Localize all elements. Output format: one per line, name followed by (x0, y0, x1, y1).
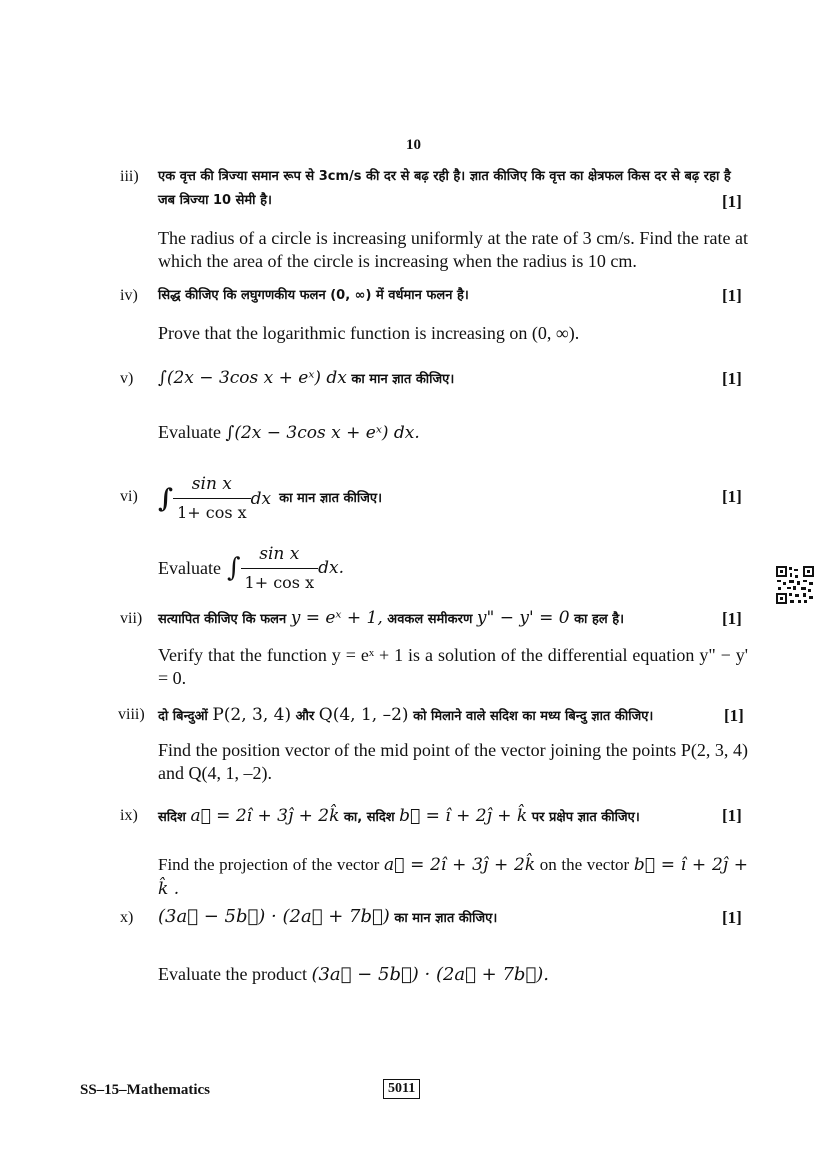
question-number: viii) (118, 706, 145, 723)
math-expression: y = eˣ + 1, (290, 608, 383, 628)
integral-sign: ∫ (226, 553, 241, 583)
english-prefix: Evaluate (158, 558, 221, 578)
question-hindi (158, 804, 640, 830)
fraction (173, 472, 251, 525)
question-hindi (158, 472, 382, 525)
differential: dx. (318, 558, 344, 578)
question-english (158, 963, 748, 986)
question-number: vi) (120, 488, 138, 505)
english-text: Find the projection of the vector (158, 855, 380, 874)
hindi-text: दो बिन्दुओं (158, 709, 208, 724)
integral-expression: ∫(2x − 3cos x + eˣ) dx. (225, 423, 420, 443)
integral-expression: ∫(2x − 3cos x + eˣ) dx (158, 368, 347, 388)
question-english: Prove that the logarithmic function is increasing on (0, ∞). (158, 323, 580, 343)
question-number: x) (120, 909, 134, 926)
question-number: v) (120, 370, 134, 387)
vector-a: a⃗ = 2î + 3ĵ + 2k̂ (383, 855, 536, 875)
question-marks: [1] (722, 286, 742, 305)
hindi-text: का, सदिश (343, 810, 395, 825)
differential: dx (250, 488, 272, 509)
page-number: 10 (406, 137, 421, 153)
question-english: Find the position vector of the mid point of the vector joining the points P(2, 3, 4) and Q(4, 1, –2). (158, 740, 748, 783)
hindi-text: अवकल समीकरण (387, 612, 473, 627)
question-hindi (158, 606, 624, 632)
vector-a: a⃗ = 2î + 3ĵ + 2k̂ (190, 806, 340, 826)
question-number: vii) (120, 610, 143, 627)
question-marks: [1] (722, 609, 742, 628)
question-number: ix) (120, 807, 138, 824)
hindi-text: सत्यापित कीजिए कि फलन (158, 612, 287, 627)
english-text: on the vector (539, 855, 630, 874)
hindi-text: पर प्रक्षेप ज्ञात कीजिए। (531, 810, 640, 825)
question-marks: [1] (724, 706, 744, 725)
vector-b: b⃗ = î + 2ĵ + k̂ . (158, 855, 749, 899)
english-prefix: Evaluate (158, 422, 221, 442)
integral-sign: ∫ (158, 483, 174, 514)
fraction-denominator: 1+ cos x (244, 573, 315, 592)
question-marks: [1] (722, 806, 742, 825)
hindi-suffix: का मान ज्ञात कीजिए। (351, 372, 455, 387)
question-english (158, 853, 748, 901)
question-marks: [1] (722, 487, 742, 506)
hindi-text: और (295, 709, 315, 724)
question-english: Verify that the function y = eˣ + 1 is a solution of the differential equation y" − y' = 0. (158, 645, 748, 688)
question-english (158, 543, 748, 594)
question-hindi (158, 905, 497, 931)
hindi-text: सदिश (158, 810, 186, 825)
question-marks: [1] (722, 369, 742, 388)
question-hindi: एक वृत्त की त्रिज्या समान रूप से 3cm/s की दर से बढ़ रही है। ज्ञात कीजिए कि वृत्त का क्षेत्रफल किस दर से बढ़ रहा है जब त्रिज्या 10 सेमी है। (158, 169, 731, 208)
footer-subject: SS–15–Mathematics (80, 1082, 210, 1098)
hindi-suffix: का मान ज्ञात कीजिए। (279, 490, 383, 506)
math-expression: y" − y' = 0 (476, 608, 570, 628)
footer-code: 5011 (383, 1079, 420, 1099)
question-number: iii) (120, 168, 139, 185)
question-hindi (158, 703, 653, 729)
question-english: The radius of a circle is increasing uniformly at the rate of 3 cm/s. Find the rate at which the area of the circle is increasing when the radius is 10 cm. (158, 228, 748, 271)
fraction-numerator: sin x (173, 472, 251, 499)
hindi-suffix: का मान ज्ञात कीजिए। (394, 911, 498, 926)
question-hindi (158, 366, 454, 392)
question-marks: [1] (722, 192, 742, 211)
dot-product-expression: (3a⃗ − 5b⃗) · (2a⃗ + 7b⃗) (158, 906, 390, 927)
question-english (158, 421, 748, 445)
hindi-text: को मिलाने वाले सदिश का मध्य बिन्दु ज्ञात कीजिए। (413, 709, 654, 724)
fraction-numerator: sin x (241, 543, 319, 569)
dot-product-expression: (3a⃗ − 5b⃗) · (2a⃗ + 7b⃗). (311, 964, 550, 985)
fraction-denominator: 1+ cos x (177, 503, 247, 522)
question-hindi: सिद्ध कीजिए कि लघुगणकीय फलन (0, ∞) में वर्धमान फलन है। (158, 288, 469, 303)
vector-b: b⃗ = î + 2ĵ + k̂ (399, 806, 528, 826)
question-number: iv) (120, 287, 138, 304)
fraction (241, 543, 319, 594)
question-marks: [1] (722, 908, 742, 927)
point-p: P(2, 3, 4) (212, 705, 292, 725)
hindi-text: का हल है। (574, 612, 625, 627)
point-q: Q(4, 1, –2) (318, 705, 409, 725)
qr-code-icon (775, 565, 815, 605)
english-prefix: Evaluate the product (158, 964, 307, 984)
